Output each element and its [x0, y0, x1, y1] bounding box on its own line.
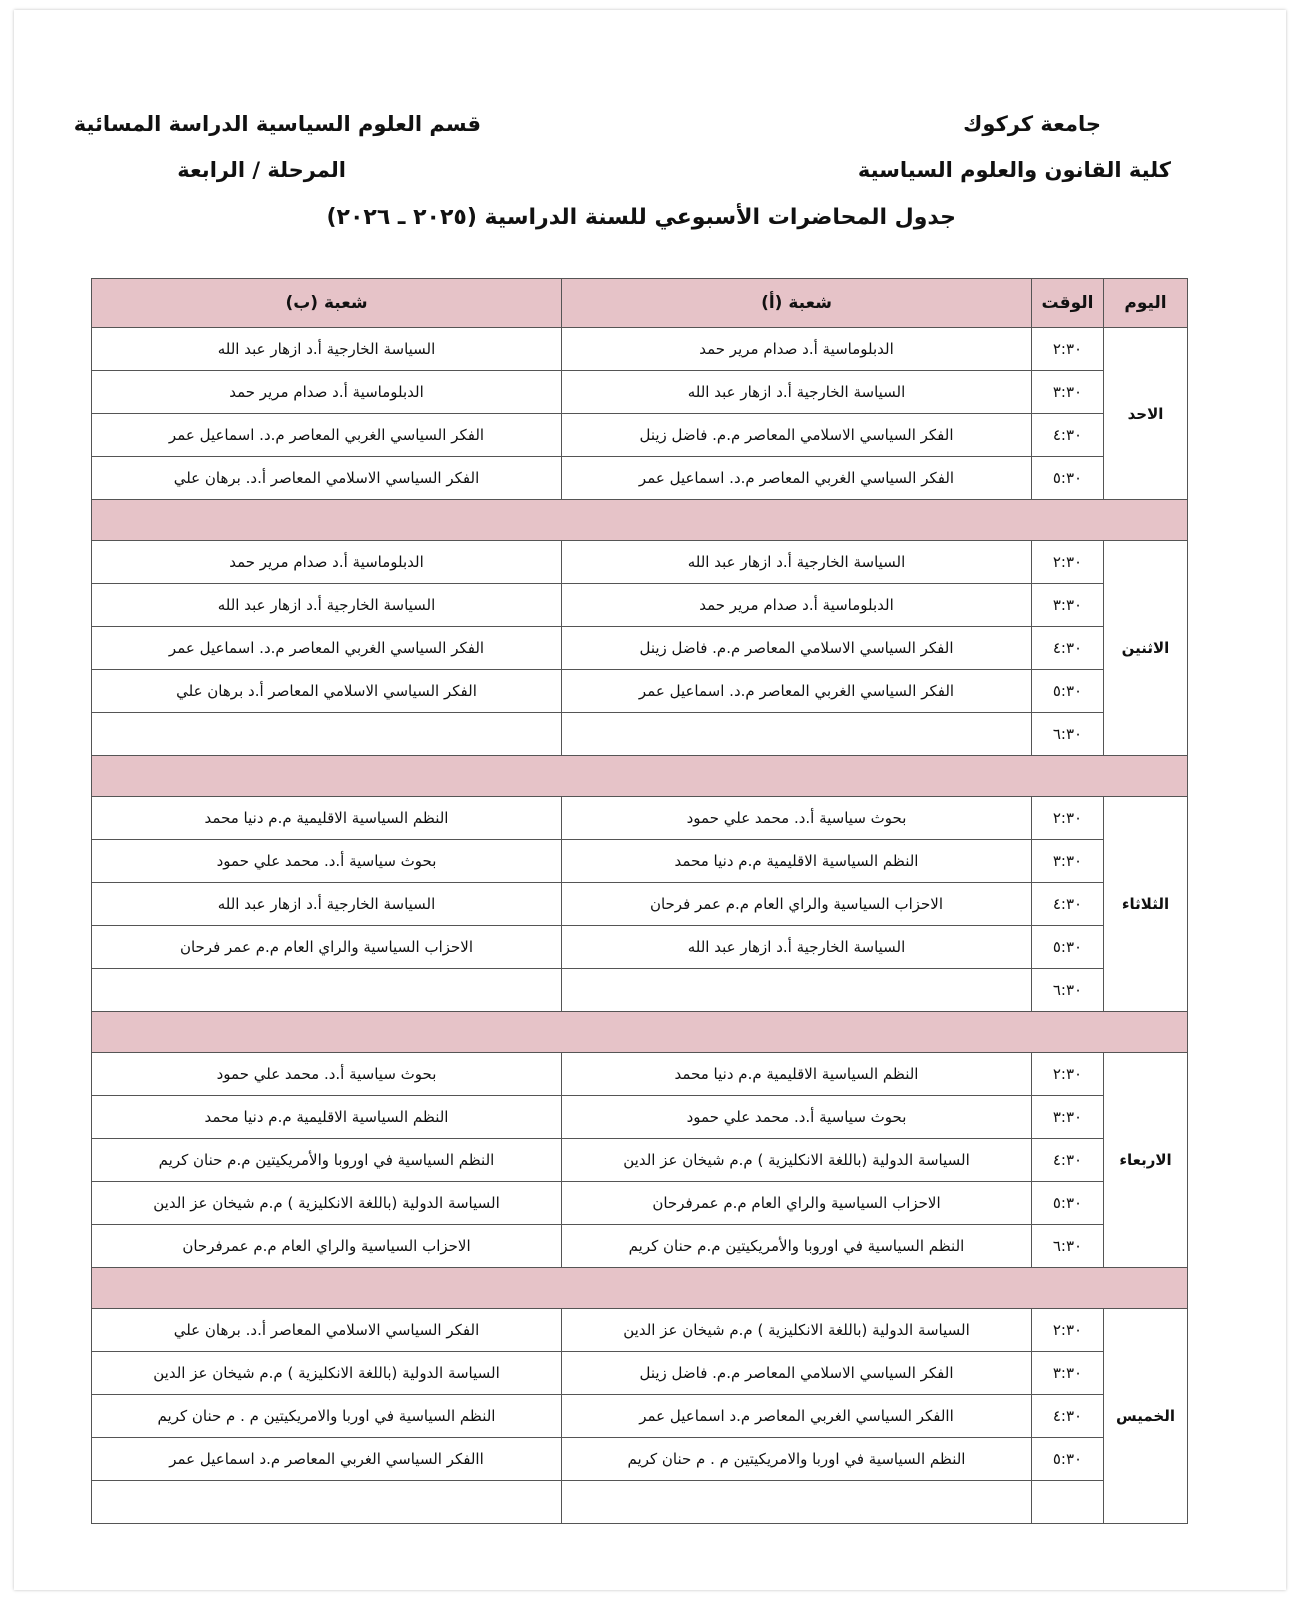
section-b-cell: السياسة الخارجية أ.د ازهار عبد الله	[92, 328, 562, 371]
schedule-title: جدول المحاضرات الأسبوعي للسنة الدراسية (٢٠٢٥ ـ ٢٠٢٦)	[326, 205, 956, 230]
day-separator	[92, 500, 1188, 541]
section-b-cell: الفكر السياسي الغربي المعاصر م.د. اسماعيل عمر	[92, 414, 562, 457]
day-separator-row	[92, 756, 1188, 797]
time-cell: ٦:٣٠	[1032, 713, 1104, 756]
section-a-cell	[562, 1481, 1032, 1524]
section-b-cell: الاحزاب السياسية والراي العام م.م عمرفرحان	[92, 1225, 562, 1268]
time-cell: ٢:٣٠	[1032, 328, 1104, 371]
table-row	[92, 1438, 1188, 1481]
section-a-cell: الاحزاب السياسية والراي العام م.م عمر فرحان	[562, 883, 1032, 926]
time-cell: ٣:٣٠	[1032, 840, 1104, 883]
time-cell: ٤:٣٠	[1032, 883, 1104, 926]
section-b-cell: الفكر السياسي الغربي المعاصر م.د. اسماعيل عمر	[92, 627, 562, 670]
time-cell: ٣:٣٠	[1032, 371, 1104, 414]
table-row	[92, 457, 1188, 500]
section-a-cell: النظم السياسية في اوروبا والأمريكيتين م.م حنان كريم	[562, 1225, 1032, 1268]
section-b-cell: بحوث سياسية أ.د. محمد علي حمود	[92, 840, 562, 883]
section-a-cell: بحوث سياسية أ.د. محمد علي حمود	[562, 797, 1032, 840]
table-row	[92, 713, 1188, 756]
department-name: قسم العلوم السياسية الدراسة المسائية	[73, 112, 481, 136]
section-a-cell: الاحزاب السياسية والراي العام م.م عمرفرحان	[562, 1182, 1032, 1225]
section-b-cell: الفكر السياسي الاسلامي المعاصر أ.د. برهان علي	[92, 457, 562, 500]
section-a-cell: الفكر السياسي الغربي المعاصر م.د. اسماعيل عمر	[562, 457, 1032, 500]
section-a-cell: النظم السياسية في اوربا والامريكيتين م . م حنان كريم	[562, 1438, 1032, 1481]
table-row	[92, 969, 1188, 1012]
table-row	[92, 371, 1188, 414]
section-a-cell: االفكر السياسي الغربي المعاصر م.د اسماعيل عمر	[562, 1395, 1032, 1438]
section-b-cell: االفكر السياسي الغربي المعاصر م.د اسماعيل عمر	[92, 1438, 562, 1481]
day-cell: الاثنين	[1104, 541, 1188, 756]
document-page	[14, 10, 1286, 1590]
day-separator	[92, 1268, 1188, 1309]
day-cell: الخميس	[1104, 1309, 1188, 1524]
table-row	[92, 1395, 1188, 1438]
section-a-cell: بحوث سياسية أ.د. محمد علي حمود	[562, 1096, 1032, 1139]
time-cell: ٦:٣٠	[1032, 1225, 1104, 1268]
time-cell: ٥:٣٠	[1032, 1438, 1104, 1481]
time-cell: ٢:٣٠	[1032, 797, 1104, 840]
day-separator-row	[92, 1012, 1188, 1053]
time-cell: ٤:٣٠	[1032, 1395, 1104, 1438]
section-b-cell: النظم السياسية في اوروبا والأمريكيتين م.م حنان كريم	[92, 1139, 562, 1182]
section-a-cell	[562, 713, 1032, 756]
time-cell: ٣:٣٠	[1032, 1352, 1104, 1395]
time-cell: ٢:٣٠	[1032, 1053, 1104, 1096]
section-a-cell: الدبلوماسية أ.د صدام مرير حمد	[562, 584, 1032, 627]
section-b-cell: الدبلوماسية أ.د صدام مرير حمد	[92, 371, 562, 414]
time-cell: ٣:٣٠	[1032, 1096, 1104, 1139]
table-row	[92, 883, 1188, 926]
table-row	[92, 1182, 1188, 1225]
section-b-cell	[92, 1481, 562, 1524]
section-b-cell: السياسة الدولية (باللغة الانكليزية ) م.م شيخان عز الدين	[92, 1182, 562, 1225]
time-cell: ٥:٣٠	[1032, 457, 1104, 500]
section-a-cell: السياسة الخارجية أ.د ازهار عبد الله	[562, 371, 1032, 414]
time-cell: ٥:٣٠	[1032, 926, 1104, 969]
schedule-table	[91, 278, 1188, 1524]
section-b-cell: النظم السياسية الاقليمية م.م دنيا محمد	[92, 1096, 562, 1139]
table-row	[92, 328, 1188, 371]
day-cell: الاحد	[1104, 328, 1188, 500]
table-row	[92, 1225, 1188, 1268]
section-a-cell: السياسة الخارجية أ.د ازهار عبد الله	[562, 926, 1032, 969]
table-row	[92, 584, 1188, 627]
table-header-row	[92, 279, 1188, 328]
day-cell: الاربعاء	[1104, 1053, 1188, 1268]
section-b-cell: الدبلوماسية أ.د صدام مرير حمد	[92, 541, 562, 584]
day-separator-row	[92, 1268, 1188, 1309]
section-b-cell: النظم السياسية الاقليمية م.م دنيا محمد	[92, 797, 562, 840]
section-b-cell: السياسة الخارجية أ.د ازهار عبد الله	[92, 883, 562, 926]
section-a-cell: السياسة الدولية (باللغة الانكليزية ) م.م شيخان عز الدين	[562, 1309, 1032, 1352]
time-cell: ٤:٣٠	[1032, 627, 1104, 670]
header-day: اليوم	[1104, 279, 1188, 328]
section-a-cell: الفكر السياسي الاسلامي المعاصر م.م. فاضل زينل	[562, 1352, 1032, 1395]
time-cell: ٥:٣٠	[1032, 1182, 1104, 1225]
section-a-cell: السياسة الخارجية أ.د ازهار عبد الله	[562, 541, 1032, 584]
table-row	[92, 1481, 1188, 1524]
table-row	[92, 627, 1188, 670]
section-b-cell: الاحزاب السياسية والراي العام م.م عمر فرحان	[92, 926, 562, 969]
day-cell: الثلاثاء	[1104, 797, 1188, 1012]
section-b-cell: بحوث سياسية أ.د. محمد علي حمود	[92, 1053, 562, 1096]
table-row	[92, 1096, 1188, 1139]
section-a-cell: الفكر السياسي الاسلامي المعاصر م.م. فاضل زينل	[562, 414, 1032, 457]
header-section-b: شعبة (ب)	[92, 279, 562, 328]
schedule-body	[92, 328, 1188, 1524]
time-cell: ٤:٣٠	[1032, 414, 1104, 457]
header-time: الوقت	[1032, 279, 1104, 328]
table-row	[92, 840, 1188, 883]
section-b-cell: السياسة الدولية (باللغة الانكليزية ) م.م شيخان عز الدين	[92, 1352, 562, 1395]
stage-label: المرحلة / الرابعة	[177, 158, 346, 182]
table-row	[92, 670, 1188, 713]
time-cell	[1032, 1481, 1104, 1524]
day-separator-row	[92, 500, 1188, 541]
table-row	[92, 414, 1188, 457]
day-separator	[92, 756, 1188, 797]
table-row	[92, 926, 1188, 969]
section-b-cell: الفكر السياسي الاسلامي المعاصر أ.د. برهان علي	[92, 1309, 562, 1352]
header-section-a: شعبة (أ)	[562, 279, 1032, 328]
section-a-cell: الفكر السياسي الغربي المعاصر م.د. اسماعيل عمر	[562, 670, 1032, 713]
time-cell: ٥:٣٠	[1032, 670, 1104, 713]
section-a-cell: الفكر السياسي الاسلامي المعاصر م.م. فاضل زينل	[562, 627, 1032, 670]
section-a-cell: النظم السياسية الاقليمية م.م دنيا محمد	[562, 1053, 1032, 1096]
section-b-cell	[92, 969, 562, 1012]
section-b-cell: النظم السياسية في اوربا والامريكيتين م . م حنان كريم	[92, 1395, 562, 1438]
table-row	[92, 1139, 1188, 1182]
section-b-cell: الفكر السياسي الاسلامي المعاصر أ.د برهان علي	[92, 670, 562, 713]
section-b-cell: السياسة الخارجية أ.د ازهار عبد الله	[92, 584, 562, 627]
time-cell: ٢:٣٠	[1032, 1309, 1104, 1352]
section-a-cell: السياسة الدولية (باللغة الانكليزية ) م.م شيخان عز الدين	[562, 1139, 1032, 1182]
table-row	[92, 797, 1188, 840]
day-separator	[92, 1012, 1188, 1053]
table-row	[92, 1352, 1188, 1395]
section-a-cell: الدبلوماسية أ.د صدام مرير حمد	[562, 328, 1032, 371]
college-name: كلية القانون والعلوم السياسية	[857, 158, 1171, 182]
section-a-cell	[562, 969, 1032, 1012]
university-name: جامعة كركوك	[963, 112, 1101, 136]
table-row	[92, 1053, 1188, 1096]
time-cell: ٦:٣٠	[1032, 969, 1104, 1012]
table-row	[92, 1309, 1188, 1352]
table-row	[92, 541, 1188, 584]
section-a-cell: النظم السياسية الاقليمية م.م دنيا محمد	[562, 840, 1032, 883]
time-cell: ٢:٣٠	[1032, 541, 1104, 584]
time-cell: ٤:٣٠	[1032, 1139, 1104, 1182]
time-cell: ٣:٣٠	[1032, 584, 1104, 627]
section-b-cell	[92, 713, 562, 756]
